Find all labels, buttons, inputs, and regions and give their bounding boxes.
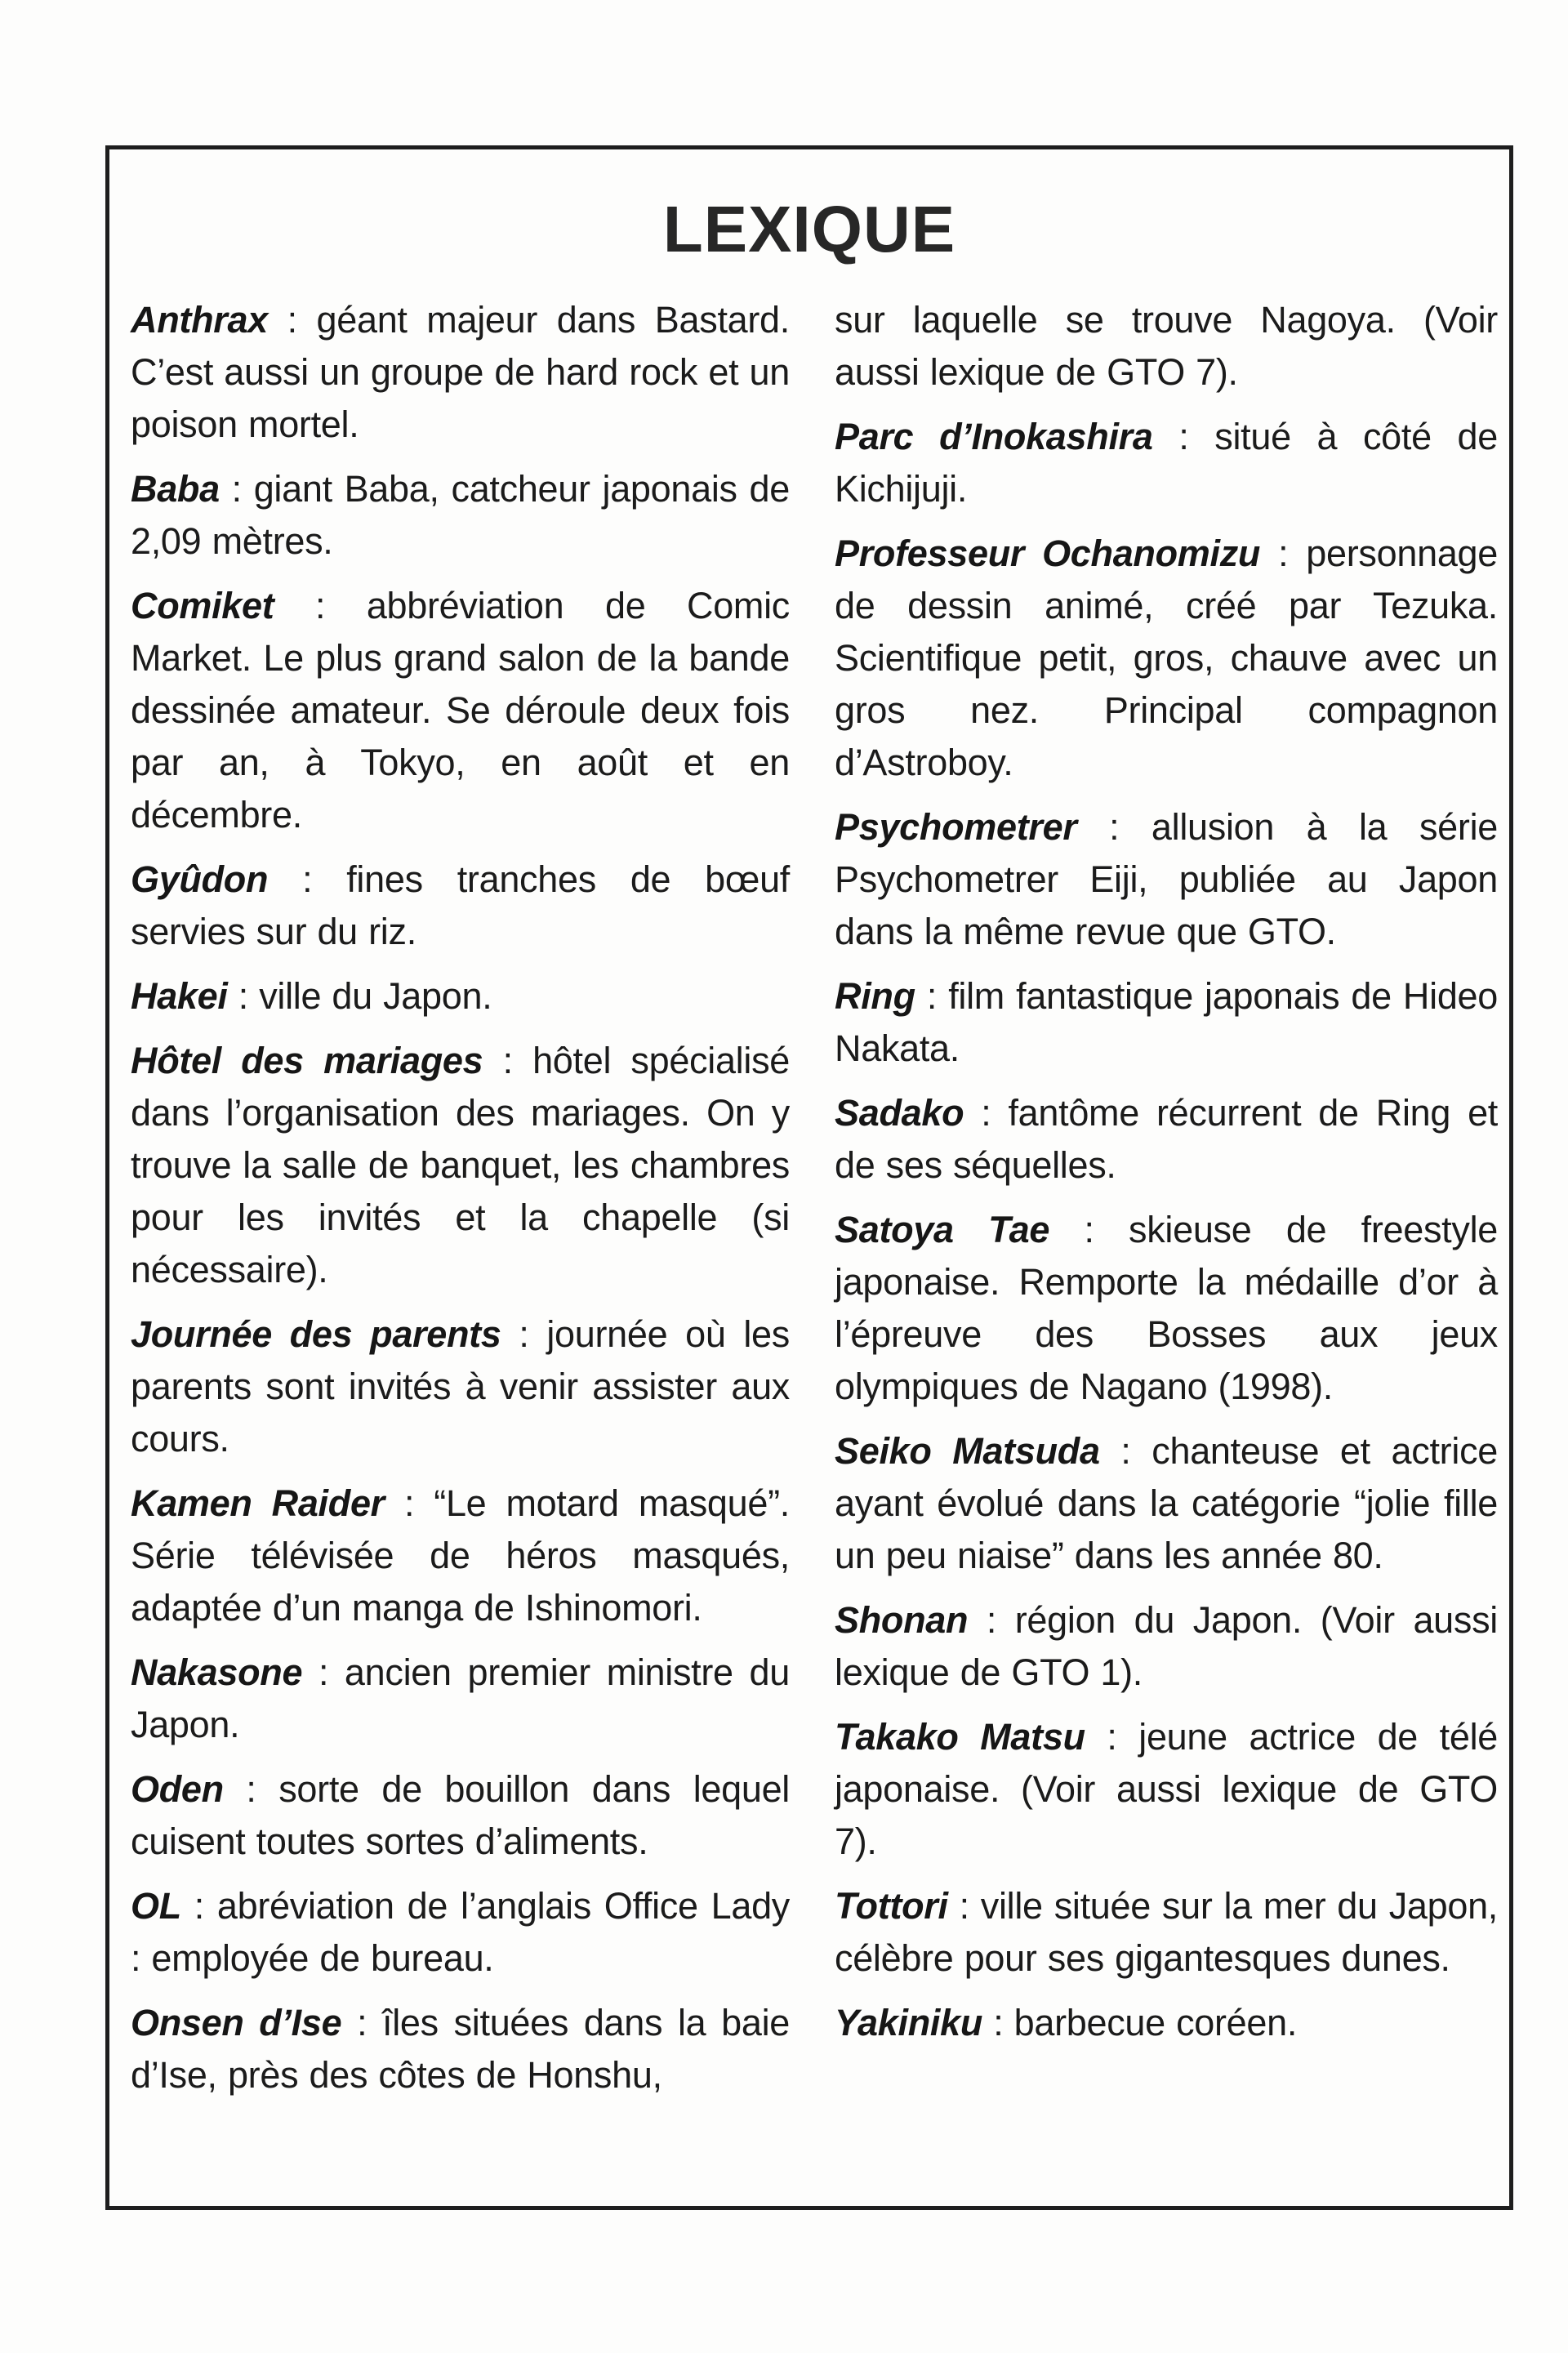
entry-definition: ancien premier ministre du Japon. bbox=[131, 1651, 790, 1745]
entry-term: Journée des parents bbox=[131, 1313, 501, 1355]
lexicon-entry: Satoya Tae : skieuse de freestyle japonaise. Remporte la médaille d’or à l’épreuve des Bosses aux jeux olympiques de Nagano (1998). bbox=[835, 1209, 1498, 1407]
entry-term: Satoya Tae bbox=[835, 1209, 1050, 1250]
lexicon-entry: Parc d’Inokashira : situé à côté de Kichijuji. bbox=[835, 416, 1499, 510]
entry-definition: chanteuse et actrice ayant évolué dans la catégorie “jolie fille un peu niaise” dans les année 80. bbox=[835, 1430, 1498, 1576]
lexicon-entry: Journée des parents : journée où les parents sont invités à venir assister aux cours. bbox=[131, 1313, 790, 1459]
entry-definition: îles situées dans la baie d’Ise, près des côtes de Honshu, bbox=[131, 2002, 791, 2096]
entry-definition: situé à côté de Kichijuji. bbox=[835, 416, 1499, 510]
lexicon-entry: Nakasone : ancien premier ministre du Japon. bbox=[131, 1651, 790, 1745]
entry-definition: fantôme récurrent de Ring et de ses séquelles. bbox=[835, 1092, 1499, 1186]
entry-term: Hôtel des mariages bbox=[131, 1040, 483, 1081]
lexicon-entry: Professeur Ochanomizu : personnage de dessin animé, créé par Tezuka. Scientifique petit, gros, chauve avec un gros nez. Principal compagnon d’Astroboy. bbox=[835, 533, 1498, 783]
entry-definition: “Le motard masqué”. Série télévisée de héros masqués, adaptée d’un manga de Ishinomori. bbox=[131, 1482, 791, 1629]
entry-definition: jeune actrice de télé japonaise. (Voir aussi lexique de GTO 7). bbox=[835, 1716, 1499, 1862]
lexicon-entry: Tottori : ville située sur la mer du Japon, célèbre pour ses gigantesques dunes. bbox=[835, 1885, 1498, 1979]
lexicon-entry: Comiket : abbréviation de Comic Market. Le plus grand salon de la bande dessinée amateur. Se déroule deux fois par an, à Tokyo, en août et en décembre. bbox=[131, 585, 790, 836]
entry-definition: journée où les parents sont invités à venir assister aux cours. bbox=[131, 1313, 790, 1459]
lexicon-entry bbox=[835, 294, 1498, 399]
entry-term: Yakiniku bbox=[835, 2002, 983, 2043]
entry-term: Professeur Ochanomizu bbox=[835, 533, 1261, 574]
entry-definition: sorte de bouillon dans lequel cuisent toutes sortes d’aliments. bbox=[131, 1768, 791, 1862]
lexicon-entry: Shonan : région du Japon. (Voir aussi lexique de GTO 1). bbox=[835, 1599, 1498, 1693]
entry-definition: géant majeur dans Bastard. C’est aussi un groupe de hard rock et un poison mortel. bbox=[131, 299, 790, 445]
lexicon-entry: Ring : film fantastique japonais de Hideo Nakata. bbox=[835, 975, 1498, 1069]
lexicon-column-left bbox=[131, 294, 790, 2101]
entry-definition: sur laquelle se trouve Nagoya. (Voir aussi lexique de GTO 7). bbox=[835, 299, 1498, 393]
entry-definition: giant Baba, catcheur japonais de 2,09 mètres. bbox=[131, 468, 791, 562]
entry-term: Baba bbox=[131, 468, 220, 510]
lexicon-entry: Onsen d’Ise : îles situées dans la baie d’Ise, près des côtes de Honshu, bbox=[131, 2002, 791, 2096]
entry-definition: hôtel spécialisé dans l’organisation des mariages. On y trouve la salle de banquet, les chambres pour les invités et la chapelle (si nécessaire). bbox=[131, 1040, 790, 1290]
entry-definition: allusion à la série Psychometrer Eiji, publiée au Japon dans la même revue que GTO. bbox=[835, 806, 1499, 952]
entry-definition: personnage de dessin animé, créé par Tezuka. Scientifique petit, gros, chauve avec un gros nez. Principal compagnon d’Astroboy. bbox=[835, 533, 1498, 783]
entry-term: Sadako bbox=[835, 1092, 964, 1134]
entry-term: Oden bbox=[131, 1768, 224, 1810]
lexicon-frame bbox=[105, 145, 1513, 2210]
entry-term: Ring bbox=[835, 975, 915, 1017]
entry-term: Gyûdon bbox=[131, 858, 269, 900]
entry-term: Onsen d’Ise bbox=[131, 2002, 342, 2043]
entry-term: Anthrax bbox=[131, 299, 268, 341]
entry-term: Seiko Matsuda bbox=[835, 1430, 1100, 1472]
entry-definition: région du Japon. (Voir aussi lexique de GTO 1). bbox=[835, 1599, 1498, 1693]
lexicon-columns bbox=[109, 294, 1509, 2101]
page-title: LEXIQUE bbox=[662, 193, 956, 265]
entry-term: Takako Matsu bbox=[835, 1716, 1085, 1758]
entry-definition: ville du Japon. bbox=[259, 975, 492, 1017]
entry-term: Nakasone bbox=[131, 1651, 303, 1693]
lexicon-entry: Gyûdon : fines tranches de bœuf servies sur du riz. bbox=[131, 858, 791, 952]
lexicon-entry: Sadako : fantôme récurrent de Ring et de ses séquelles. bbox=[835, 1092, 1499, 1186]
lexicon-entry: Hakei : ville du Japon. bbox=[131, 975, 492, 1017]
entry-term: Tottori bbox=[835, 1885, 948, 1927]
entry-definition: fines tranches de bœuf servies sur du riz. bbox=[131, 858, 791, 952]
entry-term: Hakei bbox=[131, 975, 228, 1017]
lexicon-entry: Seiko Matsuda : chanteuse et actrice ayant évolué dans la catégorie “jolie fille un peu niaise” dans les année 80. bbox=[835, 1430, 1498, 1576]
entry-term: Parc d’Inokashira bbox=[835, 416, 1153, 457]
lexicon-entry: Yakiniku : barbecue coréen. bbox=[835, 2002, 1298, 2043]
entry-term: Kamen Raider bbox=[131, 1482, 385, 1524]
lexicon-entry: Kamen Raider : “Le motard masqué”. Série télévisée de héros masqués, adaptée d’un manga de Ishinomori. bbox=[131, 1482, 791, 1629]
lexicon-entry: Takako Matsu : jeune actrice de télé japonaise. (Voir aussi lexique de GTO 7). bbox=[835, 1716, 1499, 1862]
entry-definition: ville située sur la mer du Japon, célèbre pour ses gigantesques dunes. bbox=[835, 1885, 1498, 1979]
entry-definition: film fantastique japonais de Hideo Nakata. bbox=[835, 975, 1498, 1069]
entry-definition: abbréviation de Comic Market. Le plus grand salon de la bande dessinée amateur. Se déroule deux fois par an, à Tokyo, en août et en décembre. bbox=[131, 585, 790, 836]
lexicon-entry: Anthrax : géant majeur dans Bastard. C’est aussi un groupe de hard rock et un poison mortel. bbox=[131, 299, 790, 445]
entry-definition: barbecue coréen. bbox=[1013, 2002, 1298, 2043]
lexicon-entry: Hôtel des mariages : hôtel spécialisé dans l’organisation des mariages. On y trouve la salle de banquet, les chambres pour les invités et la chapelle (si nécessaire). bbox=[131, 1040, 790, 1290]
lexicon-entry: OL : abréviation de l’anglais Office Lady : employée de bureau. bbox=[131, 1885, 791, 1979]
entry-definition: skieuse de freestyle japonaise. Remporte la médaille d’or à l’épreuve des Bosses aux jeux olympiques de Nagano (1998). bbox=[835, 1209, 1498, 1407]
entry-term: Psychometrer bbox=[835, 806, 1077, 848]
lexicon-entry: Baba : giant Baba, catcheur japonais de 2,09 mètres. bbox=[131, 468, 791, 562]
lexicon-column-right bbox=[835, 294, 1498, 2101]
entry-definition: abréviation de l’anglais Office Lady : employée de bureau. bbox=[131, 1885, 791, 1979]
entry-term: OL bbox=[131, 1885, 181, 1927]
lexicon-entry: Oden : sorte de bouillon dans lequel cuisent toutes sortes d’aliments. bbox=[131, 1768, 791, 1862]
entry-term: Shonan bbox=[835, 1599, 969, 1641]
entry-term: Comiket bbox=[131, 585, 274, 626]
lexicon-entry: Psychometrer : allusion à la série Psychometrer Eiji, publiée au Japon dans la même revue que GTO. bbox=[835, 806, 1499, 952]
